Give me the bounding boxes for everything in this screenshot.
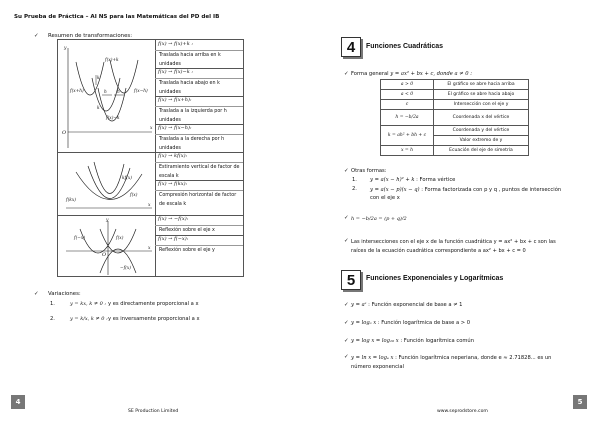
table-row — [381, 80, 529, 90]
exp-item-4 — [351, 354, 569, 372]
exp-formula-2: y = logₐ x — [351, 320, 377, 326]
table-row — [381, 146, 529, 156]
label-h-right: h — [117, 90, 120, 95]
transform-desc-t3: Traslada a la izquierda por h unidades — [159, 109, 227, 123]
transform-notation-t5: f(x) → kf(x): — [158, 153, 188, 159]
label-fx-reflect: f(x) — [116, 236, 124, 241]
transform-notation-t7: f(x) → −f(x): — [158, 216, 189, 222]
table-cell: Intersección con el eje y — [434, 100, 529, 110]
h-formula: h = −b/2a = (p + q)/2 — [351, 216, 407, 222]
table-cell: a < 0 — [381, 90, 434, 100]
check-icon: ✓ — [344, 168, 349, 174]
other-form-line-1 — [370, 177, 455, 183]
check-icon: ✓ — [34, 291, 39, 297]
label-fx-minus-k: f(x)−k — [106, 116, 120, 121]
label-fkx: f(kx) — [66, 198, 76, 203]
label-h-left: h — [104, 90, 107, 95]
variation-text-2: y es inversamente proporcional a x — [108, 316, 200, 322]
transform-notation-t2: f(x) → f(x)−k : — [158, 69, 194, 75]
footer-right: www.seprodstore.com — [437, 409, 488, 414]
transform-desc-t5: Estiramiento vertical de factor de escala k — [159, 165, 240, 179]
label-origin-reflect: O — [102, 252, 107, 258]
exp-text-4: : Función logarítmica neperiana, donde e ≈ 2.71828... es un número exponencial — [351, 355, 552, 370]
other-form-text-1: : Forma vértice — [416, 177, 456, 183]
variation-formula-2: y = k/x, k ≠ 0 : — [70, 316, 108, 322]
transform-desc-t2: Traslada hacia abajo en k unidades — [159, 81, 220, 95]
variations-label: Variaciones: — [48, 291, 81, 297]
table-cell: Coordenada x del vértice — [434, 110, 529, 126]
table-cell: Ecuación del eje de simetría — [434, 146, 529, 156]
transform-notation-t8: f(x) → f(−x): — [158, 236, 189, 242]
exp-item-2 — [351, 320, 470, 326]
label-fx-plus-k: f(x)+k — [105, 58, 119, 63]
table-row — [381, 110, 529, 126]
transform-notation-t1: f(x) → f(x)+k : — [158, 41, 194, 47]
transformations-table — [57, 39, 244, 277]
transform-notation-t6: f(x) → f(kx): — [158, 181, 188, 187]
general-form-line — [351, 71, 472, 77]
table-cell: h = −b/2a — [381, 110, 434, 126]
translations-graph — [58, 40, 155, 152]
intersections-text: Las intersecciones con el eje x de la función cuadrática y = ax² + bx + c son las raíces de la ecuación cuadrática correspondiente a ax² + bx + c = 0 — [351, 239, 556, 254]
exp-item-1 — [351, 302, 463, 308]
table-cell: a > 0 — [381, 80, 434, 90]
section-5-badge: 5 — [341, 270, 361, 290]
variation-text-1: y es directamente proporcional a x — [108, 301, 199, 307]
table-cell: Valor extremo de y — [434, 136, 529, 146]
check-icon: ✓ — [344, 238, 349, 244]
other-form-line-2 — [370, 186, 566, 202]
table-row — [381, 90, 529, 100]
transform-desc-t1: Traslada hacia arriba en k unidades — [159, 53, 221, 67]
exp-text-2: : Función logarítmica de base a > 0 — [377, 320, 471, 326]
table-cell: k = ah² + bh + c — [381, 126, 434, 146]
table-row — [381, 126, 529, 136]
table-cell: x = h — [381, 146, 434, 156]
label-x-reflect: x — [148, 246, 151, 251]
other-form-num-2: 2. — [352, 186, 357, 192]
transform-notation-t3: f(x) → f(x+h): — [158, 97, 192, 103]
label-x-stretch: x — [148, 203, 151, 208]
general-form-formula: y = ax² + bx + c — [390, 71, 434, 77]
table-cell: El gráfico se abre hacia arriba — [434, 80, 529, 90]
variation-num-1: 1. — [50, 301, 55, 307]
label-y-reflect: y — [106, 218, 109, 223]
label-fx-plus-h: f(x+h) — [70, 89, 84, 94]
summary-label: Resumen de transformaciones: — [48, 33, 133, 39]
section-4-title: Funciones Cuadráticas — [366, 43, 444, 50]
quadratic-properties-table — [380, 79, 529, 156]
transform-desc-t8: Reflexión sobre el eje y — [159, 248, 215, 253]
check-icon: ✓ — [34, 33, 39, 39]
table-cell: Coordenada y del vértice — [434, 126, 529, 136]
label-kfx: kf(x) — [122, 176, 132, 181]
label-fx-stretch: f(x) — [130, 193, 138, 198]
other-form-formula-1: y = a(x − h)² + k — [370, 177, 415, 183]
transform-notation-t4: f(x) → f(x−h): — [158, 125, 192, 131]
stretch-graph — [58, 152, 155, 215]
section-4-badge: 4 — [341, 37, 361, 57]
table-cell: El gráfico se abre hacia abajo — [434, 90, 529, 100]
exp-formula-4: y = ln x = logₑ x — [351, 355, 394, 361]
check-icon: ✓ — [344, 320, 349, 326]
exp-text-1: : Función exponencial de base a ≠ 1 — [368, 302, 463, 308]
other-forms-label: Otras formas: — [351, 168, 387, 174]
reflection-graph — [58, 215, 155, 276]
variation-num-2: 2. — [50, 316, 55, 322]
label-k-up: k — [97, 76, 100, 81]
check-icon: ✓ — [344, 215, 349, 221]
check-icon: ✓ — [344, 338, 349, 344]
label-k-down: k — [97, 106, 100, 111]
other-form-num-1: 1. — [352, 177, 357, 183]
check-icon: ✓ — [344, 354, 349, 360]
label-x-axis: x — [150, 126, 153, 131]
other-form-text-2: : Forma factorizada con p y q , puntos de intersección con el eje x — [370, 187, 562, 201]
footer-left: SE Production Limited — [128, 409, 179, 414]
section-5-title: Funciones Exponenciales y Logarítmicas — [366, 275, 504, 282]
exp-formula-3: y = log x = log₁₀ x — [351, 338, 399, 344]
label-y-axis: y — [64, 46, 67, 51]
table-row — [381, 100, 529, 110]
check-icon: ✓ — [344, 302, 349, 308]
variation-formula-1: y = kx, k ≠ 0 : — [70, 301, 107, 307]
label-f-minus-x: f(−x) — [74, 236, 85, 241]
exp-formula-1: y = aˣ — [351, 302, 367, 308]
label-fx-minus-h: f(x−h) — [134, 89, 148, 94]
page-header-title: Su Prueba de Práctica – AI NS para las Matemáticas del PD del IB — [14, 14, 220, 20]
check-icon: ✓ — [344, 71, 349, 77]
transform-desc-t6: Compresión horizontal de factor de escala k — [159, 193, 237, 207]
exp-item-3 — [351, 338, 474, 344]
label-minus-fx: −f(x) — [120, 266, 131, 271]
page-number-left: 4 — [11, 395, 25, 409]
general-form-label: Forma general — [351, 71, 389, 77]
label-origin: O — [62, 130, 67, 136]
page-number-right: 5 — [573, 395, 587, 409]
table-cell: c — [381, 100, 434, 110]
transform-desc-t4: Traslada a la derecha por h unidades — [159, 137, 225, 151]
exp-text-3: : Función logarítmica común — [400, 338, 474, 344]
general-form-condition: , donde a ≠ 0 : — [433, 71, 472, 77]
transform-desc-t7: Reflexión sobre el eje x — [159, 228, 215, 233]
other-form-formula-2: y = a(x − p)(x − q) — [370, 187, 420, 193]
